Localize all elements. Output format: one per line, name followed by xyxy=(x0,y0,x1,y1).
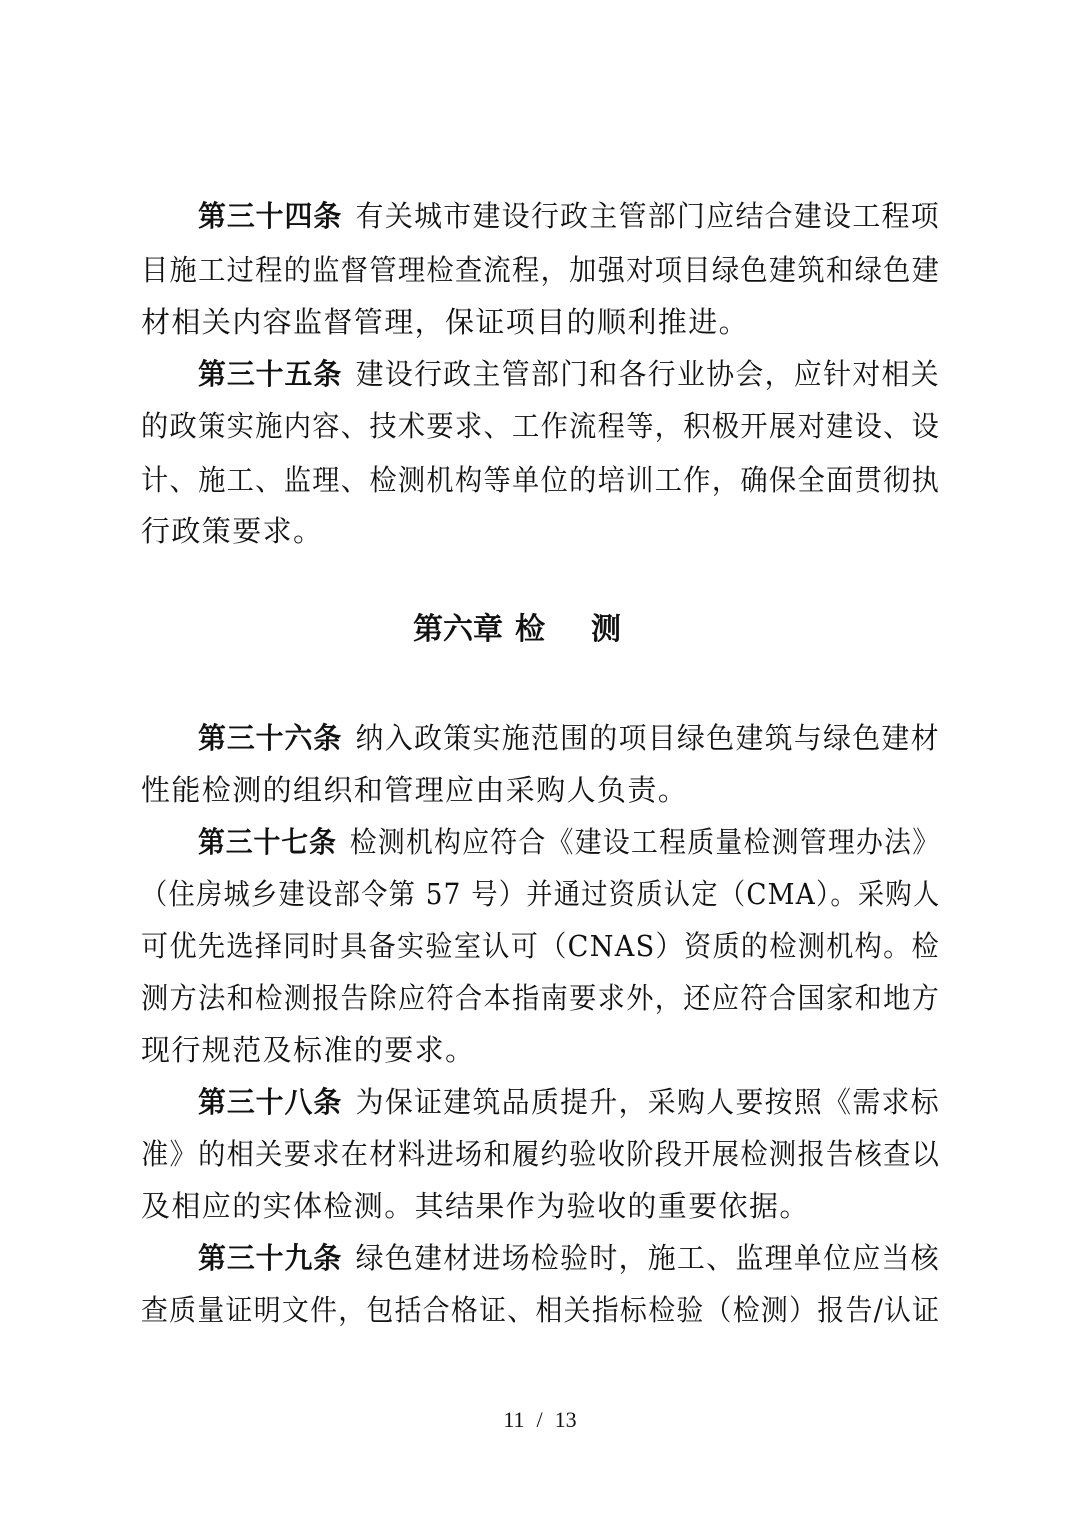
article-37-line-2: （住房城乡建设部令第 57 号）并通过资质认定（CMA）。采购人 xyxy=(141,877,941,911)
article-35-line-3: 计、施工、监理、检测机构等单位的培训工作，确保全面贯彻执 xyxy=(141,463,941,497)
article-35-line-2: 的政策实施内容、技术要求、工作流程等，积极开展对建设、设 xyxy=(141,409,941,443)
article-36-line-2: 性能检测的组织和管理应由采购人负责。 xyxy=(141,773,689,807)
chapter-heading xyxy=(0,610,1080,650)
article-38-text-1: 为保证建筑品质提升，采购人要按照《需求标 xyxy=(355,1085,940,1119)
article-37-line-1 xyxy=(198,822,940,862)
article-37-line-3: 可优先选择同时具备实验室认可（CNAS）资质的检测机构。检 xyxy=(141,929,940,963)
chapter-number: 第六章 xyxy=(413,612,503,647)
page-separator: / xyxy=(536,1407,543,1432)
article-37-text-1: 检测机构应符合《建设工程质量检测管理办法》 xyxy=(349,825,941,859)
article-37-line-5: 现行规范及标准的要求。 xyxy=(141,1033,476,1067)
article-35-text-1: 建设行政主管部门和各行业协会，应针对相关 xyxy=(355,357,940,391)
article-35-number: 第三十五条 xyxy=(198,357,343,391)
article-34-number: 第三十四条 xyxy=(198,199,343,233)
article-35-line-1 xyxy=(198,354,940,394)
article-38-number: 第三十八条 xyxy=(198,1085,343,1119)
article-39-line-1 xyxy=(198,1238,940,1278)
article-39-line-2: 查质量证明文件，包括合格证、相关指标检验（检测）报告/认证 xyxy=(141,1293,941,1327)
article-39-number: 第三十九条 xyxy=(198,1241,343,1275)
article-37-line-4: 测方法和检测报告除应符合本指南要求外，还应符合国家和地方 xyxy=(141,981,941,1015)
article-34-line-3: 材相关内容监督管理，保证项目的顺利推进。 xyxy=(141,305,750,339)
article-36-text-1: 纳入政策实施范围的项目绿色建筑与绿色建材 xyxy=(355,721,940,755)
article-35-line-4: 行政策要求。 xyxy=(141,514,324,548)
total-pages: 13 xyxy=(554,1407,577,1432)
current-page: 11 xyxy=(503,1407,525,1432)
article-36-number: 第三十六条 xyxy=(198,721,343,755)
article-36-line-1 xyxy=(198,718,940,758)
article-38-line-3: 及相应的实体检测。其结果作为验收的重要依据。 xyxy=(141,1189,810,1223)
article-37-number: 第三十七条 xyxy=(198,825,337,859)
article-38-line-1 xyxy=(198,1082,940,1122)
article-34-line-2: 目施工过程的监督管理检查流程，加强对项目绿色建筑和绿色建 xyxy=(141,253,941,287)
article-34-line-1 xyxy=(198,196,940,236)
page-number xyxy=(0,1405,1080,1435)
article-38-line-2: 准》的相关要求在材料进场和履约验收阶段开展检测报告核查以 xyxy=(141,1137,941,1171)
article-39-text-1: 绿色建材进场检验时，施工、监理单位应当核 xyxy=(355,1241,940,1275)
article-34-text-1: 有关城市建设行政主管部门应结合建设工程项 xyxy=(355,199,940,233)
chapter-name: 检测 xyxy=(515,612,667,647)
